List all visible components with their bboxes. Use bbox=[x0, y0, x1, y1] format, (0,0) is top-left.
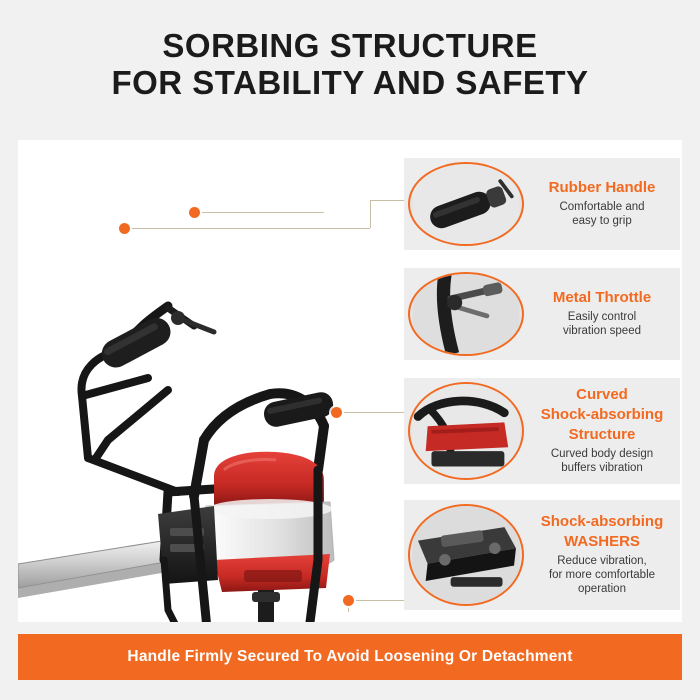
title-line-2: FOR STABILITY AND SAFETY bbox=[111, 63, 589, 101]
hotspot-dot-rubber-handle[interactable] bbox=[119, 223, 130, 234]
washers-thumbnail bbox=[408, 504, 524, 606]
bottom-banner bbox=[18, 634, 682, 680]
callout-curved-structure-heading-2: Shock-absorbing bbox=[540, 406, 664, 424]
callout-metal-throttle-sub-1: Easily control bbox=[567, 310, 637, 323]
callout-rubber-handle-heading: Rubber Handle bbox=[548, 179, 656, 197]
callout-curved-structure-text bbox=[530, 378, 680, 484]
callout-washers-heading-1: Shock-absorbing bbox=[540, 513, 664, 531]
connector-line-handle-h bbox=[124, 228, 370, 229]
callout-washers[interactable] bbox=[404, 500, 680, 610]
callout-rubber-handle-text bbox=[530, 158, 680, 250]
callout-curved-structure-sub-1: Curved body design bbox=[550, 447, 654, 460]
connector-line-handle-v bbox=[370, 200, 371, 228]
callout-curved-structure[interactable] bbox=[404, 378, 680, 484]
callout-curved-structure-sub-2: buffers vibration bbox=[561, 461, 643, 474]
callout-rubber-handle-sub-1: Comfortable and bbox=[559, 200, 645, 213]
callout-metal-throttle-heading: Metal Throttle bbox=[552, 289, 652, 307]
callout-washers-sub-1: Reduce vibration, bbox=[557, 554, 647, 567]
connector-line-throttle-h bbox=[194, 212, 324, 213]
callout-metal-throttle-text bbox=[530, 268, 680, 360]
title-line-1: SORBING STRUCTURE bbox=[162, 27, 538, 64]
callout-metal-throttle[interactable] bbox=[404, 268, 680, 360]
callout-washers-heading-2: WASHERS bbox=[564, 532, 640, 550]
callout-rubber-handle[interactable] bbox=[404, 158, 680, 250]
callout-curved-structure-heading-3: Structure bbox=[568, 425, 636, 443]
metal-throttle-thumbnail bbox=[408, 272, 524, 356]
callout-washers-sub-3: operation bbox=[578, 582, 626, 595]
callout-curved-structure-heading-1: Curved bbox=[576, 386, 628, 404]
bottom-banner-text: Handle Firmly Secured To Avoid Loosening Or Detachment bbox=[127, 648, 573, 665]
callout-washers-sub-2: for more comfortable bbox=[548, 568, 656, 581]
curved-structure-thumbnail bbox=[408, 382, 524, 480]
callout-rubber-handle-sub-2: easy to grip bbox=[572, 214, 632, 227]
rubber-handle-thumbnail bbox=[408, 162, 524, 246]
page-title bbox=[0, 28, 700, 102]
callout-washers-text bbox=[530, 500, 680, 610]
callout-metal-throttle-sub-2: vibration speed bbox=[563, 324, 641, 337]
hotspot-dot-washers[interactable] bbox=[343, 595, 354, 606]
hotspot-dot-metal-throttle[interactable] bbox=[189, 207, 200, 218]
hotspot-dot-curved-structure[interactable] bbox=[331, 407, 342, 418]
